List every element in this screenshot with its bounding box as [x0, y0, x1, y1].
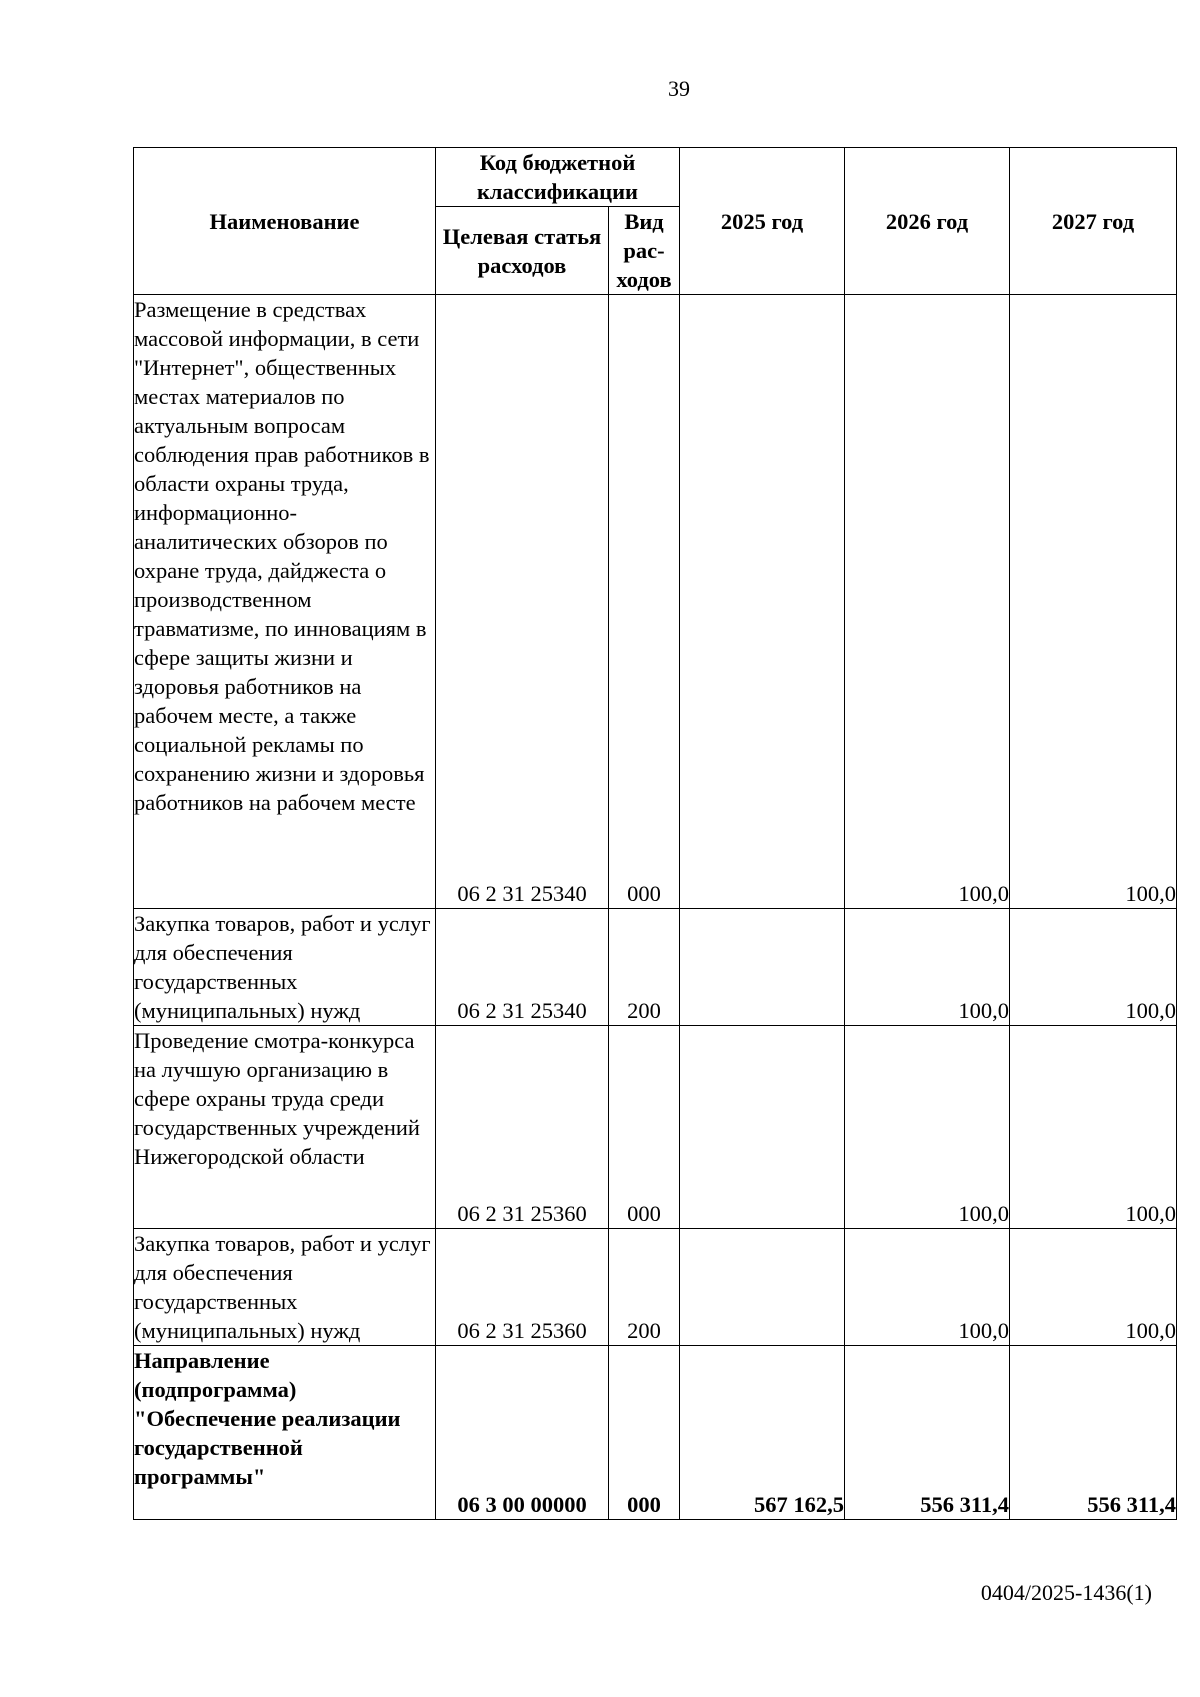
row-2027: 100,0: [1010, 909, 1177, 1026]
header-code-group: Код бюджетной классификации: [436, 148, 680, 207]
row-type: 000: [609, 295, 680, 909]
row-2026: 100,0: [845, 1026, 1010, 1229]
row-code: 06 2 31 25360: [436, 1229, 609, 1346]
row-code: 06 2 31 25340: [436, 909, 609, 1026]
row-2025: [680, 1229, 845, 1346]
table-row: [134, 1346, 1177, 1520]
header-type: Вид рас-ходов: [609, 207, 680, 295]
document-code: 0404/2025-1436(1): [980, 1580, 1152, 1605]
budget-table: [133, 147, 1177, 1520]
header-code: Целевая статья расходов: [436, 207, 609, 295]
header-name: Наименование: [134, 148, 436, 295]
page-number: 39: [668, 76, 690, 101]
row-2027: 556 311,4: [1010, 1346, 1177, 1520]
row-type: 200: [609, 1229, 680, 1346]
row-type: 000: [609, 1346, 680, 1520]
table-row: [134, 909, 1177, 1026]
row-code: 06 2 31 25360: [436, 1026, 609, 1229]
row-name: Закупка товаров, работ и услуг для обеспечения государственных (муниципальных) нужд: [134, 1229, 436, 1346]
header-2027: 2027 год: [1010, 148, 1177, 295]
table-row: [134, 1026, 1177, 1229]
row-code: 06 2 31 25340: [436, 295, 609, 909]
row-2027: 100,0: [1010, 1229, 1177, 1346]
row-2025: [680, 909, 845, 1026]
row-2025: 567 162,5: [680, 1346, 845, 1520]
row-code: 06 3 00 00000: [436, 1346, 609, 1520]
row-name: Направление (подпрограмма) "Обеспечение реализации государственной программы": [134, 1346, 436, 1520]
row-name: Проведение смотра-конкурса на лучшую организацию в сфере охраны труда среди государственных учреждений Нижегородской области: [134, 1026, 436, 1229]
row-2026: 100,0: [845, 295, 1010, 909]
row-2026: 100,0: [845, 1229, 1010, 1346]
table-row: [134, 295, 1177, 909]
row-2025: [680, 1026, 845, 1229]
row-2026: 100,0: [845, 909, 1010, 1026]
row-2027: 100,0: [1010, 1026, 1177, 1229]
row-type: 000: [609, 1026, 680, 1229]
header-2025: 2025 год: [680, 148, 845, 295]
header-2026: 2026 год: [845, 148, 1010, 295]
row-2025: [680, 295, 845, 909]
row-2026: 556 311,4: [845, 1346, 1010, 1520]
row-name: Размещение в средствах массовой информации, в сети "Интернет", общественных местах материалов по актуальным вопросам соблюдения прав работников в области охраны труда, информационно-аналитических обзоров по охране труда, дайджеста о производственном травматизме, по инновациям в сфере защиты жизни и здоровья работников на рабочем месте, а также социальной рекламы по сохранению жизни и здоровья работников на рабочем месте: [134, 295, 436, 909]
table-row: [134, 1229, 1177, 1346]
row-2027: 100,0: [1010, 295, 1177, 909]
row-type: 200: [609, 909, 680, 1026]
row-name: Закупка товаров, работ и услуг для обеспечения государственных (муниципальных) нужд: [134, 909, 436, 1026]
